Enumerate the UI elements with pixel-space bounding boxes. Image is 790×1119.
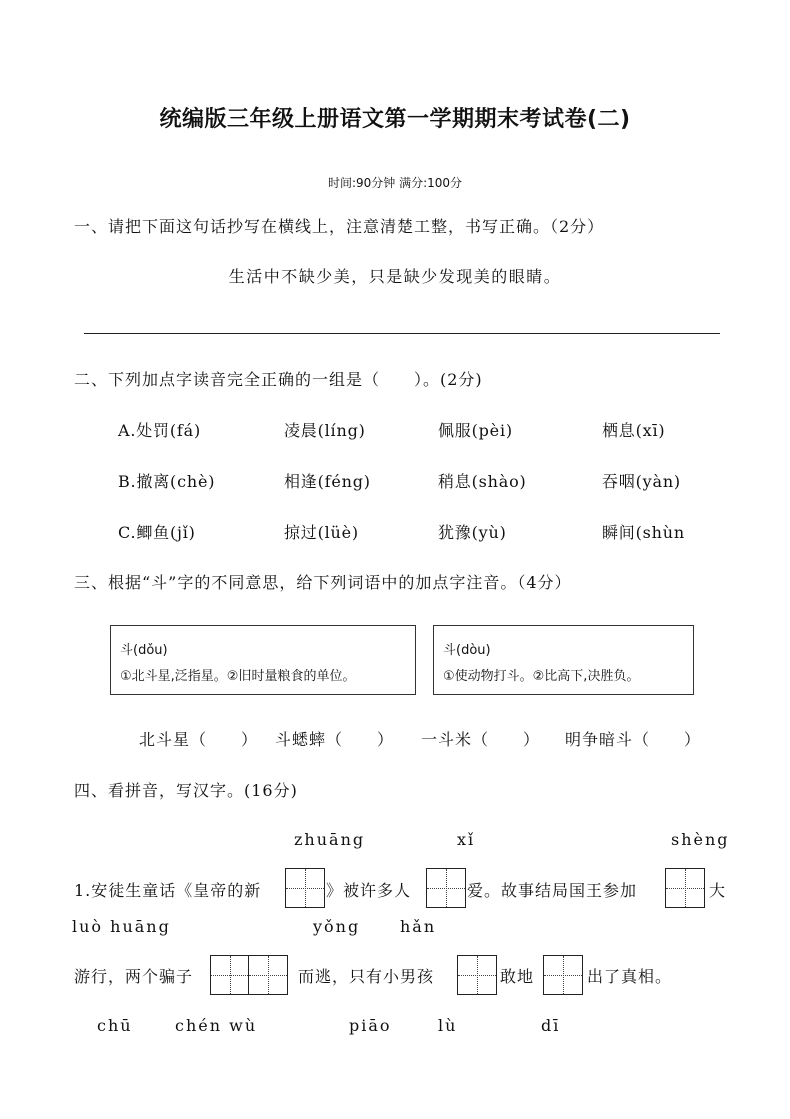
- phonetic-item-2[interactable]: 斗蟋蟀（ ）: [275, 730, 395, 749]
- definition-head-dou3: 斗(dǒu): [120, 643, 168, 658]
- definition-body-dou3: ①北斗星,泛指星。②旧时量粮食的单位。: [120, 669, 356, 684]
- write-box-zhuang[interactable]: [285, 868, 325, 908]
- passage-line-2-part-2: 而逃，只有小男孩: [298, 967, 435, 986]
- phonetic-item-4[interactable]: 明争暗斗（ ）: [565, 730, 702, 749]
- page-title: 统编版三年级上册语文第一学期期末考试卷(二): [159, 107, 631, 132]
- option-c-word-2: 掠过(lüè): [284, 523, 359, 542]
- passage-line-2-part-1: 游行，两个骗子: [74, 967, 194, 986]
- phonetic-item-3[interactable]: 一斗米（ ）: [421, 730, 541, 749]
- question-4-prompt: 四、看拼音，写汉字。(16分): [74, 781, 298, 800]
- option-b-word-3: 稍息(shào): [438, 472, 527, 491]
- passage-line-1-part-2: 》被许多人: [326, 881, 412, 900]
- pinyin-di: dī: [541, 1016, 561, 1035]
- pinyin-sheng: shèng: [671, 830, 730, 849]
- write-box-luo-huang[interactable]: [210, 955, 288, 995]
- definition-box-dou4: [433, 625, 694, 695]
- pinyin-yong: yǒng: [313, 917, 361, 936]
- option-c-word-3: 犹豫(yù): [438, 523, 507, 542]
- option-a-word-1: A.处罚(fá): [118, 421, 201, 440]
- pinyin-zhuang: zhuāng: [294, 830, 366, 849]
- passage-line-2-part-4: 出了真相。: [587, 967, 673, 986]
- write-box-yong[interactable]: [457, 955, 497, 995]
- option-b-word-2: 相逢(féng): [284, 472, 371, 491]
- option-b-word-1: B.撤离(chè): [118, 472, 216, 491]
- write-box-han[interactable]: [543, 955, 583, 995]
- answer-line[interactable]: [84, 333, 720, 334]
- pinyin-chu: chū: [97, 1016, 133, 1035]
- pinyin-lu: lù: [438, 1016, 458, 1035]
- question-3-prompt: 三、根据“斗”字的不同意思，给下列词语中的加点字注音。（4分）: [74, 573, 572, 592]
- option-c-word-1: C.鲫鱼(jǐ): [118, 523, 196, 542]
- definition-body-dou4: ①使动物打斗。②比高下,决胜负。: [443, 669, 640, 684]
- definition-head-dou4: 斗(dòu): [443, 643, 491, 658]
- option-a-word-2: 凌晨(líng): [284, 421, 366, 440]
- write-box-xi[interactable]: [426, 868, 466, 908]
- question-2-prompt: 二、下列加点字读音完全正确的一组是（ ）。(2分): [74, 370, 483, 389]
- pinyin-chen-wu: chén wù: [175, 1016, 258, 1035]
- option-a-word-4: 栖息(xī): [602, 421, 666, 440]
- write-box-sheng[interactable]: [665, 868, 705, 908]
- option-b-word-4: 吞咽(yàn): [602, 472, 681, 491]
- pinyin-han: hǎn: [400, 917, 437, 936]
- exam-info: 时间:90分钟 满分:100分: [327, 176, 463, 190]
- pinyin-piao: piāo: [349, 1016, 392, 1035]
- option-a-word-3: 佩服(pèi): [438, 421, 513, 440]
- pinyin-xi: xǐ: [457, 830, 476, 849]
- passage-line-1-part-3: 爱。故事结局国王参加: [467, 881, 638, 900]
- definition-box-dou3: [110, 625, 416, 695]
- phonetic-item-1[interactable]: 北斗星（ ）: [139, 730, 259, 749]
- passage-line-1-part-1: 1.安徒生童话《皇帝的新: [74, 881, 262, 900]
- passage-line-2-part-3: 敢地: [500, 967, 535, 986]
- copy-sentence: 生活中不缺少美，只是缺少发现美的眼睛。: [228, 267, 562, 286]
- passage-line-1-part-4: 大: [709, 881, 727, 900]
- question-1-prompt: 一、请把下面这句话抄写在横线上，注意清楚工整，书写正确。（2分）: [74, 217, 605, 236]
- pinyin-luo-huang: luò huāng: [72, 917, 171, 936]
- option-c-word-4: 瞬间(shùn: [602, 523, 685, 542]
